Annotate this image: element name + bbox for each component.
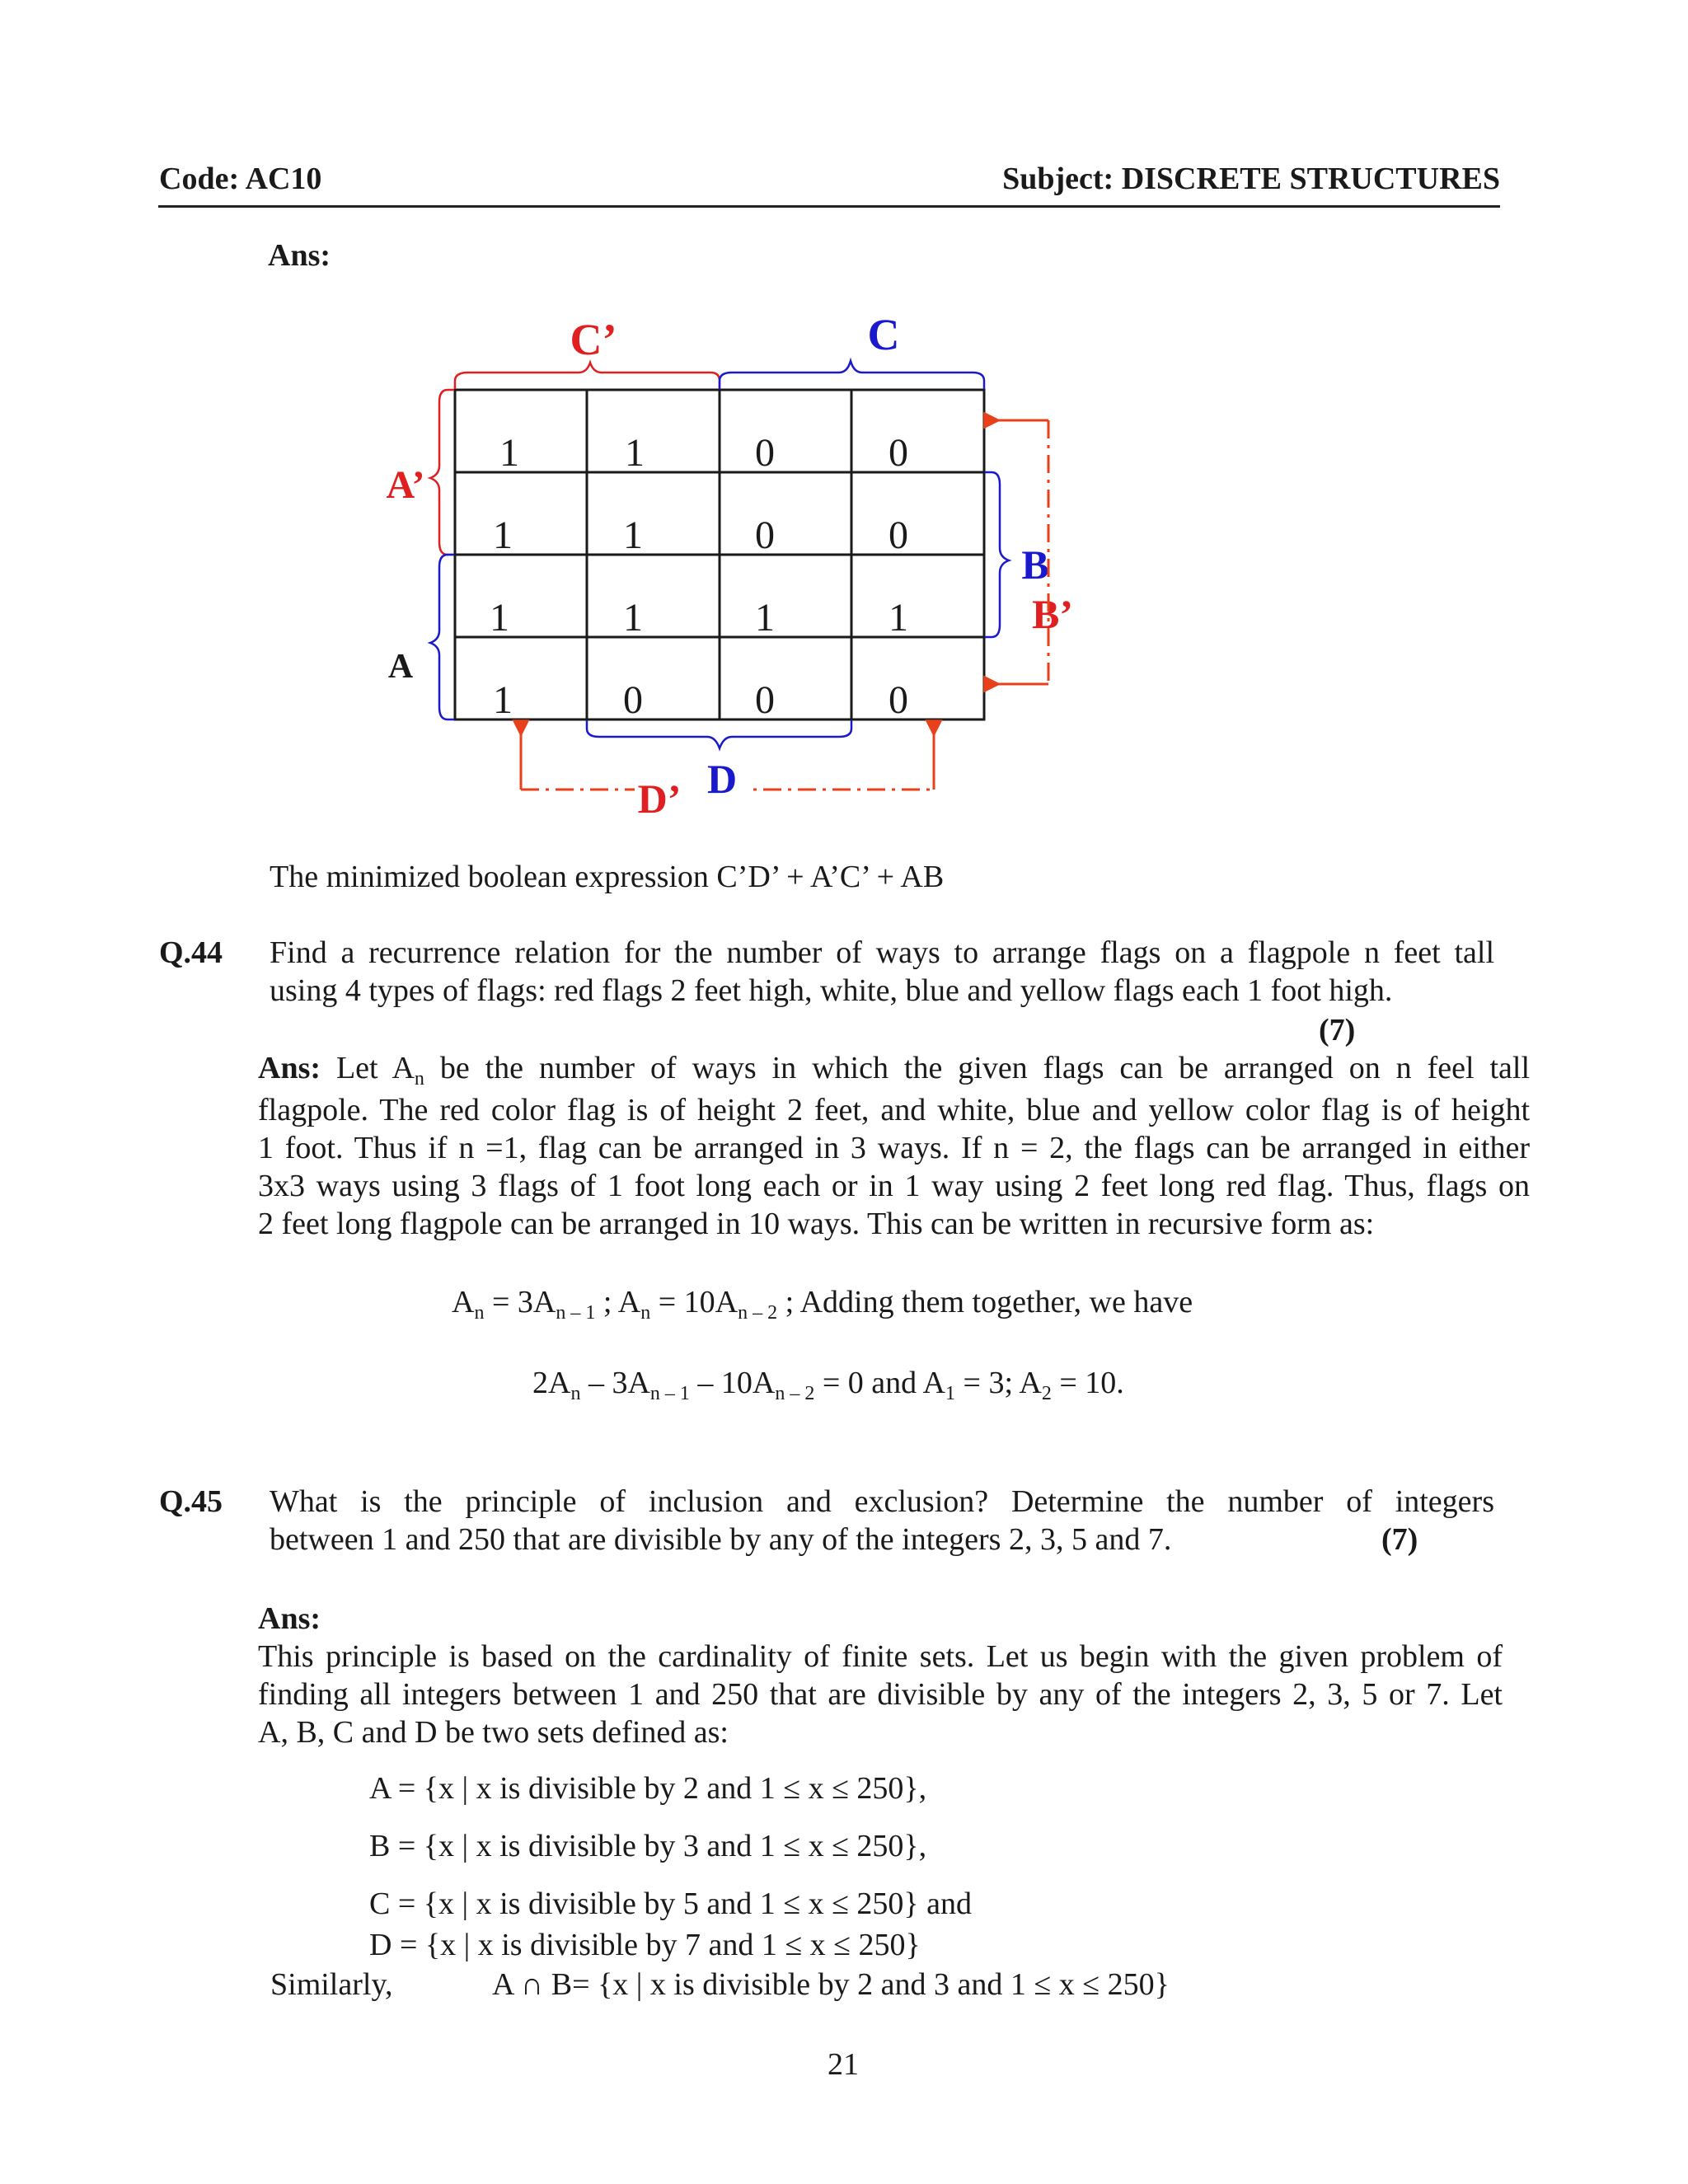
kmap-cell: 1: [499, 431, 519, 475]
kmap-cell: 1: [889, 596, 908, 640]
q45-answer-line1: This principle is based on the cardinality of finite sets. Let us begin with the given problem of: [258, 1639, 1503, 1674]
set-a-definition: A = {x | x is divisible by 2 and 1 ≤ x ≤ 250},: [369, 1771, 927, 1806]
brace-c: [720, 361, 984, 389]
kmap-cell: 1: [623, 513, 643, 557]
set-d-definition: D = {x | x is divisible by 7 and 1 ≤ x ≤ 250}: [369, 1928, 921, 1962]
q45-marks: (7): [1381, 1522, 1418, 1557]
kmap-cell: 1: [625, 431, 645, 475]
label-a: A: [387, 648, 414, 686]
q44-question-line2: using 4 types of flags: red flags 2 feet high, white, blue and yellow flags each 1 foot high.: [270, 973, 1393, 1008]
q44-answer-line3: 1 foot. Thus if n =1, flag can be arranged in 3 ways. If n = 2, the flags can be arranged in either: [258, 1131, 1530, 1165]
set-c-definition: C = {x | x is divisible by 5 and 1 ≤ x ≤ 250} and: [369, 1886, 973, 1921]
brace-c-prime: [455, 363, 720, 389]
kmap-cell: 0: [889, 678, 908, 722]
q44-ans-label: Ans:: [258, 1051, 321, 1085]
q44-equation-2: $2A_n - 3A_{n - 1} - 10A_{n - 2} = 0$ and $A_1 = 3$; $A_2 = 10$.: [532, 1366, 1124, 1404]
a-intersect-b-definition: A ∩ B= {x | x is divisible by 2 and 3 and 1 ≤ x ≤ 250}: [492, 1967, 1170, 2002]
minimized-expression: The minimized boolean expression C’D’ + A’C’ + AB: [270, 860, 945, 894]
q44-question-line1: Find a recurrence relation for the number of ways to arrange flags on a flagpole n feet tall: [270, 935, 1494, 970]
label-b-prime: B’: [1032, 591, 1073, 637]
kmap-cell: 0: [889, 431, 908, 475]
label-d-prime: D’: [637, 776, 682, 822]
label-c-prime: C’: [570, 315, 617, 364]
q44-answer-line1: Ans: Let $A_n$ be the number of ways in which the given flags can be arranged on n feel tall: [258, 1051, 1531, 1090]
kmap-cell: 0: [623, 678, 643, 722]
label-b: B: [1021, 541, 1049, 588]
q45-answer-line2: finding all integers between 1 and 250 that are divisible by any of the integers 2, 3, 5 or 7. Let: [258, 1677, 1503, 1712]
q44-answer-line4: 3x3 ways using 3 flags of 1 foot long each or in 1 way using 2 feet long red flag. Thus, flags on: [258, 1169, 1530, 1203]
q44-answer-line2: flagpole. The red color flag is of height 2 feet, and white, blue and yellow color flag is of height: [258, 1093, 1530, 1127]
q44-number: Q.44: [159, 935, 223, 970]
q45-answer-line3: A, B, C and D be two sets defined as:: [258, 1715, 729, 1750]
label-a-prime: A’: [386, 463, 425, 507]
q44-marks: (7): [1319, 1013, 1356, 1047]
kmap-cell: 0: [889, 513, 908, 557]
q45-number: Q.45: [159, 1484, 223, 1519]
ans-label: Ans:: [268, 238, 331, 273]
q45-question-line2: between 1 and 250 that are divisible by any of the integers 2, 3, 5 and 7.: [270, 1522, 1172, 1557]
kmap-cell: 1: [493, 513, 513, 557]
header-code: Code: AC10: [159, 162, 322, 196]
q44-answer-line5: 2 feet long flagpole can be arranged in 10 ways. This can be written in recursive form as:: [258, 1207, 1375, 1241]
label-d: D: [706, 756, 738, 802]
kmap-cell: 1: [755, 596, 775, 640]
kmap-cell: 0: [755, 678, 775, 722]
similarly-label: Similarly,: [270, 1967, 393, 2002]
q44-equation-1: $A_n = 3A_{n - 1}$ ; $A_n = 10A_{n - 2}$ ; Adding them together, we have: [452, 1285, 1193, 1324]
kmap-cell: 1: [493, 678, 513, 722]
kmap-cell: 1: [490, 596, 509, 640]
brace-b: [985, 472, 1009, 637]
label-c: C: [867, 310, 900, 359]
kmap-cell: 0: [755, 513, 775, 557]
brace-d: [587, 720, 851, 748]
brace-a-prime: [430, 390, 454, 555]
set-b-definition: B = {x | x is divisible by 3 and 1 ≤ x ≤ 250},: [369, 1829, 927, 1863]
karnaugh-map: [0, 0, 1688, 857]
header-subject: Subject: DISCRETE STRUCTURES: [1002, 162, 1500, 196]
q45-question-line1: What is the principle of inclusion and exclusion? Determine the number of integers: [270, 1484, 1494, 1519]
brace-a: [430, 555, 454, 719]
kmap-cell: 1: [623, 596, 643, 640]
page-number: 21: [828, 2047, 859, 2082]
kmap-cell: 0: [755, 431, 775, 475]
q45-ans-label: Ans:: [258, 1601, 321, 1636]
